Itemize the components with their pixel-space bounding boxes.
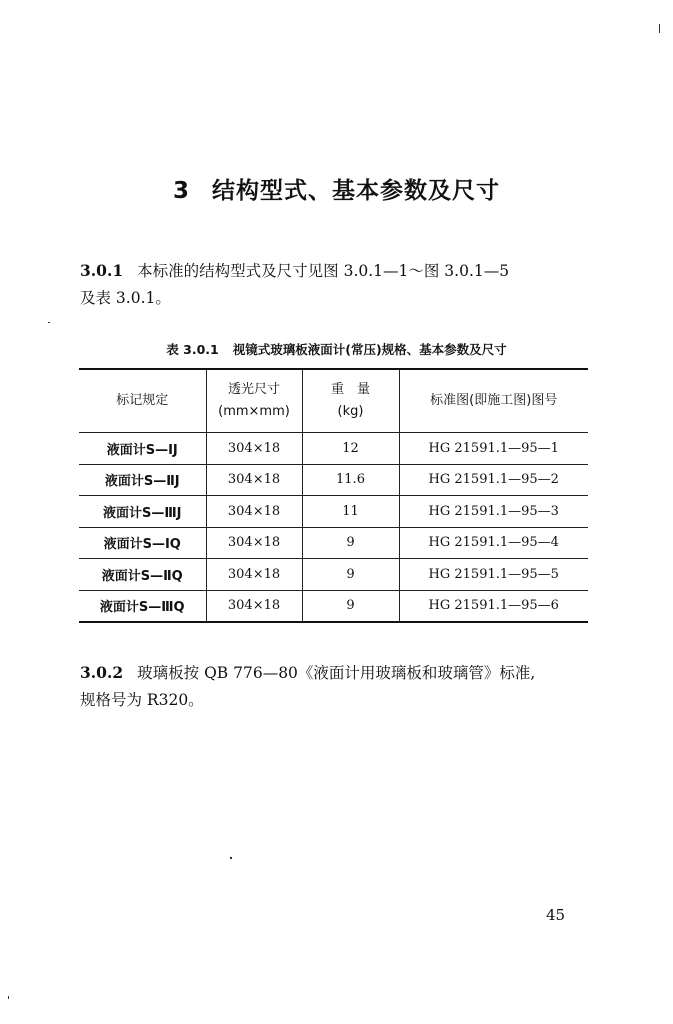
scan-speck: [230, 857, 232, 859]
header-size-line2: (mm×mm): [218, 404, 290, 419]
scan-speck: [8, 996, 9, 999]
cell-drawing: HG 21591.1—95—2: [399, 464, 588, 496]
cell-drawing: HG 21591.1—95—4: [399, 527, 588, 559]
table-caption-number: 表 3.0.1: [166, 342, 219, 357]
chapter-title: 结构型式、基本参数及尺寸: [212, 178, 500, 204]
table-caption: [0, 340, 673, 358]
table-row: [79, 527, 588, 559]
header-size-line1: 透光尺寸: [227, 382, 280, 397]
clause-3-0-1-line1: [80, 257, 600, 285]
table-row: [79, 496, 588, 528]
cell-marking: 液面计S—ⅡJ: [104, 474, 180, 490]
header-size: [206, 369, 302, 433]
table-caption-text: 视镜式玻璃板液面计(常压)规格、基本参数及尺寸: [232, 342, 507, 357]
cell-weight: 9: [302, 527, 399, 559]
clause-3-0-1-line2: 及表 3.0.1。: [80, 289, 171, 307]
scan-speck: [659, 24, 660, 33]
cell-weight: 11.6: [302, 464, 399, 496]
table-header-row: [79, 369, 588, 433]
cell-drawing: HG 21591.1—95—6: [399, 590, 588, 622]
cell-weight: 11: [302, 496, 399, 528]
cell-weight: 9: [302, 559, 399, 591]
clause-3-0-2: [80, 659, 600, 714]
cell-drawing: HG 21591.1—95—3: [399, 496, 588, 528]
clause-3-0-2-line1: [80, 659, 600, 687]
cell-size: 304×18: [206, 527, 302, 559]
cell-weight: 12: [302, 433, 399, 465]
cell-drawing: HG 21591.1—95—5: [399, 559, 588, 591]
cell-marking: 液面计S—ⅠJ: [106, 442, 178, 458]
spec-table: [79, 368, 588, 623]
cell-size: 304×18: [206, 590, 302, 622]
header-weight-line1: 重 量: [330, 382, 370, 397]
table-row: [79, 433, 588, 465]
clause-text: 本标准的结构型式及尺寸见图 3.0.1—1～图 3.0.1—5: [137, 262, 510, 280]
chapter-heading: [0, 172, 673, 205]
table-row: [79, 590, 588, 622]
cell-weight: 9: [302, 590, 399, 622]
page-number: 45: [546, 906, 566, 924]
clause-number: 3.0.1: [80, 261, 124, 280]
cell-size: 304×18: [206, 496, 302, 528]
cell-size: 304×18: [206, 464, 302, 496]
header-weight-line2: (kg): [337, 404, 364, 419]
header-weight: [302, 369, 399, 433]
cell-size: 304×18: [206, 559, 302, 591]
cell-marking: 液面计S—ⅠQ: [103, 537, 181, 553]
cell-marking: 液面计S—ⅢQ: [99, 600, 185, 615]
header-drawing: 标准图(即施工图)图号: [399, 369, 588, 433]
clause-text: 玻璃板按 QB 776—80《液面计用玻璃板和玻璃管》标准,: [137, 664, 536, 682]
scan-speck: [48, 322, 50, 323]
clause-3-0-1: [80, 257, 600, 312]
cell-size: 304×18: [206, 433, 302, 465]
chapter-number: 3: [172, 178, 190, 204]
cell-marking: 液面计S—ⅡQ: [101, 568, 183, 584]
clause-number: 3.0.2: [80, 663, 124, 682]
table-row: [79, 559, 588, 591]
table-row: [79, 464, 588, 496]
clause-3-0-2-line2: 规格号为 R320。: [80, 691, 204, 709]
cell-drawing: HG 21591.1—95—1: [399, 433, 588, 465]
cell-marking: 液面计S—ⅢJ: [103, 505, 182, 521]
header-marking: 标记规定: [116, 393, 169, 408]
